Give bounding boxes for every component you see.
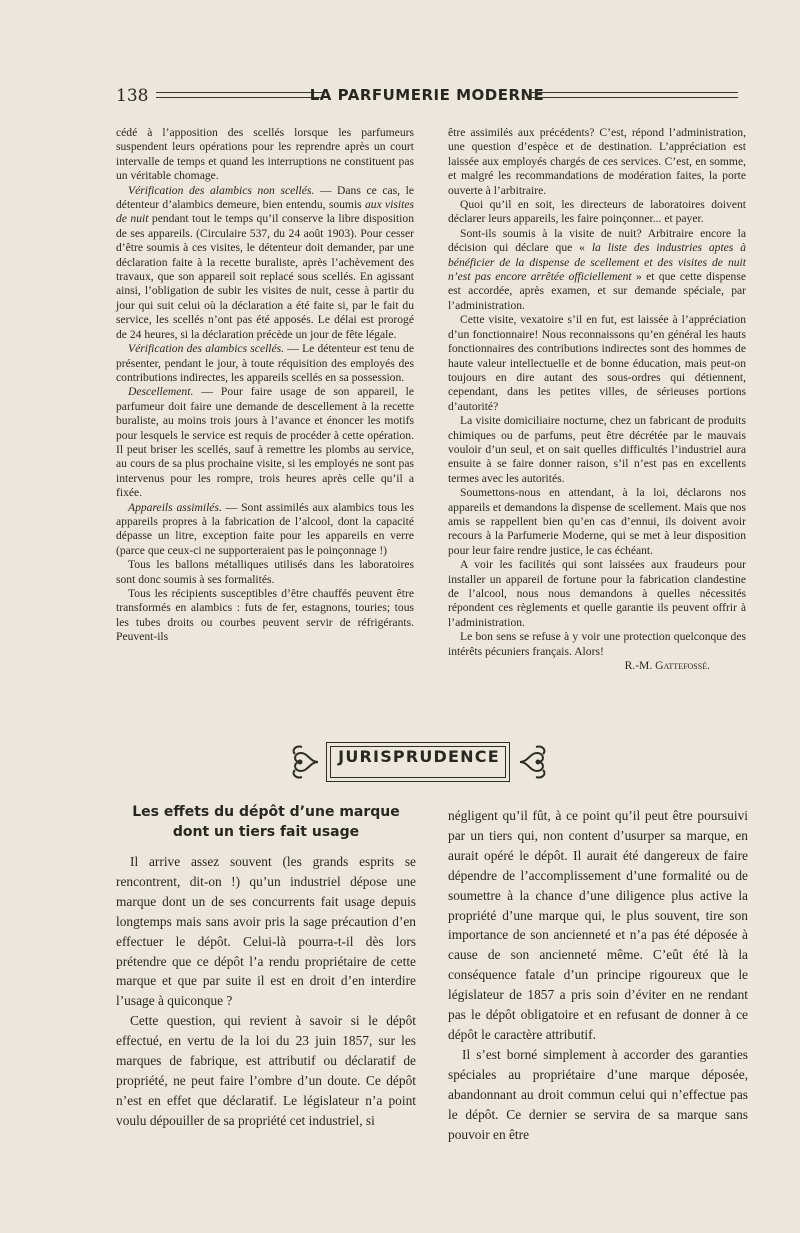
- article-title: [116, 802, 416, 842]
- running-title: LA PARFUMERIE MODERNE: [309, 86, 545, 104]
- paragraph: Tous les récipients susceptibles d’être chauffés peuvent être transformés en alambics : futs de fer, estagnons, touries; tous les tubes droits ou courbes peuvent servir de réfrigérants. Peuvent-ils: [116, 587, 414, 644]
- header-rule-right: [530, 92, 738, 98]
- paragraph: [116, 342, 414, 385]
- paragraph: Il arrive assez souvent (les grands esprits se rencontrent, dit-on !) qu’un industriel dépose une marque dont un de ses concurrents fait usage depuis longtemps mais sans avoir pris la sage précaution d’en effectuer le dépôt. Celui-là pourra-t-il dès lors prétendre que ce dépôt l’a rendu propriétaire de cette marque et que par suite il est en droit d’en interdire l’usage à quiconque ?: [116, 854, 416, 1009]
- paragraph: négligent qu’il fût, à ce point qu’il peut être poursuivi par un tiers qui, non content d’usurper sa marque, en aurait opéré le dépôt. Il aurait été dangereux de faire dépendre de l’accomplissement d’une formalité ou de soumettre à la chance d’une diligence plus active la propriété d’une marque qui, le plus souvent, tire son importance de son ancienneté et n’a pas été déposée à cause de son ancienneté même. C’eût été là la conséquence fatale d’un principe rigoureux que le législateur de 1857 a pris soin d’éviter en ne rendant pas le dépôt obligatoire et en refusant de donner à ce dépôt le caractère attributif.: [448, 808, 748, 1042]
- column-top-left: [116, 126, 414, 645]
- column-top-right: [448, 126, 746, 673]
- paragraph: Quoi qu’il en soit, les directeurs de laboratoires doivent déclarer leurs appareils, les faire poinçonner... et payer.: [448, 198, 746, 226]
- paragraph-heading: Descellement.: [128, 385, 194, 399]
- emphasis: la liste des industries aptes à bénéficier de la dispense de scellement et des visites de nuit n’est pas encore arrêtée officiellement: [448, 241, 746, 284]
- paragraph-heading: Vérification des alambics scellés.: [128, 342, 285, 356]
- emphasis: aux visites de nuit: [116, 198, 414, 226]
- author-signature: R.-M. Gattefossé.: [624, 659, 710, 673]
- paragraph: Le bon sens se refuse à y voir une protection quelconque des intérêts pécuniers français. Alors!: [448, 630, 746, 658]
- paragraph-text: — Sont assimilés aux alambics tous les appareils propres à la fabrication de l’alcool, dont la capacité dépasse un litre, exception faite pour les appareils en verre (parce que ceux-ci ne supporteraient pas le poinçonnage !): [116, 500, 414, 557]
- section-banner: [288, 738, 550, 788]
- paragraph: [116, 385, 414, 500]
- paragraph-text: pendant tout le temps qu’il conserve la libre disposition de ses appareils. (Circulaire 537, du 24 août 1903). Pour cesser d’être soumis à ces visites, le détenteur doit demander, par une déclaration faite à la recette buraliste, après l’achèvement des travaux, que son appareil soit replacé sous scellés. En agissant ainsi, l’obligation de subir les visites de nuit, cesse à partir du jour qui suit celui où la déclaration a été faite si, par le fait du service, les scellés n’ont pas été apposés. Le délai est prorogé de 24 heures, si la déclaration précède un jour de fête légale.: [116, 212, 414, 341]
- paragraph-heading: Appareils assimilés.: [128, 500, 222, 514]
- page-number: 138: [116, 86, 149, 106]
- page-header: [116, 86, 738, 108]
- paragraph: [116, 501, 414, 559]
- paragraph-text: Sont-ils soumis à la visite de nuit? Arbitraire encore la décision qui déclare que «: [448, 226, 746, 255]
- column-bottom-left: [116, 852, 416, 1131]
- paragraph: cédé à l’apposition des scellés lorsque les parfumeurs suspendent leurs opérations pour les reprendre après un court intervalle de temps et quand les interruptions ne constituent pas un véritable chomage.: [116, 126, 414, 183]
- fleuron-ornament-icon: [516, 741, 550, 783]
- paragraph: [448, 227, 746, 313]
- paragraph-text: — Dans ce cas, le détenteur d’alambics demeure, bien entendu, soumis: [116, 183, 414, 212]
- paragraph: Tous les ballons métalliques utilisés dans les laboratoires sont donc soumis à ses formalités.: [116, 558, 414, 586]
- article-title-line: Les effets du dépôt d’une marque: [132, 804, 400, 820]
- column-bottom-right: [448, 806, 748, 1144]
- paragraph-text: — Le détenteur est tenu de présenter, pendant le jour, à toute réquisition des employés des contributions indirectes, les appareils scellés en sa possession.: [116, 342, 414, 384]
- paragraph: Soumettons-nous en attendant, à la loi, déclarons nos appareils et demandons la dispense de scellement. Mais que nos amis se rappellent bien qu’en cas d’ennui, ils doivent avoir recours à la Parfumerie Moderne, qui se met à leur disposition pour leur faire rendre justice, le cas échéant.: [448, 486, 746, 557]
- paragraph-text: — Pour faire usage de son appareil, le parfumeur doit faire une demande de descellement à la recette buraliste, au moins trois jours à l’avance et énoncer les motifs pour lesquels le service est requis de procéder à cette opération. Il peut briser les scellés, sauf à remettre les plombs au service, au cours de sa plus prochaine visite, si les employés ne sont pas intervenus pour les rompre, trois heures après celle qu’il a fixée.: [116, 385, 414, 500]
- article-title-line: dont un tiers fait usage: [172, 824, 360, 840]
- paragraph-text: » et que cette dispense est accordée, après examen, et sur demande spéciale, par l’administration.: [448, 270, 746, 312]
- paragraph: A voir les facilités qui sont laissées aux fraudeurs pour installer un appareil de fortune pour la fabrication clandestine de l’alcool, nous nous demandons à quelles nécessités répondent ces règlements et quelle garantie ils peuvent offrir à l’administration.: [448, 558, 746, 629]
- paragraph: Il s’est borné simplement à accorder des garanties spéciales au propriétaire d’une marque déposée, abandonnant au droit commun celui qui n’effectue pas le dépôt. Ce dernier se servira de sa marque sans pouvoir en être: [448, 1046, 748, 1142]
- paragraph: La visite domiciliaire nocturne, chez un fabricant de produits chimiques ou de parfums, peut être décrétée par le mauvais vouloir d’un seul, et on sait quelles difficultés l’industriel aura ensuite à se faire donner raison, s’il n’est pas en excellents termes avec les autorités.: [448, 414, 746, 485]
- paragraph: être assimilés aux précédents? C’est, répond l’administration, une question d’espèce et de destination. L’appréciation est laissée aux employés chargés de ces services. C’est, en somme, et malgré les recommandations de modération faites, la porte ouverte à l’arbitraire.: [448, 126, 746, 197]
- paragraph: [116, 184, 414, 342]
- section-title: JURISPRUDENCE: [338, 747, 500, 766]
- paragraph: Cette question, qui revient à savoir si le dépôt effectué, en vertu de la loi du 23 juin 1857, sur les marques de fabrique, est attributif ou déclaratif de propriété, ne peut faire l’ombre d’un doute. Ce dépôt n’est en effet que déclaratif. Le législateur n’a point voulu dépouiller de sa propriété cet industriel, si: [116, 1013, 416, 1128]
- paragraph: Cette visite, vexatoire s’il en fut, est laissée à l’appréciation d’un fonctionnaire! Nous reconnaissons qu’en général les hauts fonctionnaires des contributions indirectes sont des hommes de haute valeur intellectuelle et de bonne éducation, mais peut-on toujours en dire autant des sous-ordres qui détiennent, cependant, dans les petites villes, de sérieuses portions d’autorité?: [448, 313, 746, 413]
- paragraph-heading: Vérification des alambics non scellés.: [128, 183, 315, 197]
